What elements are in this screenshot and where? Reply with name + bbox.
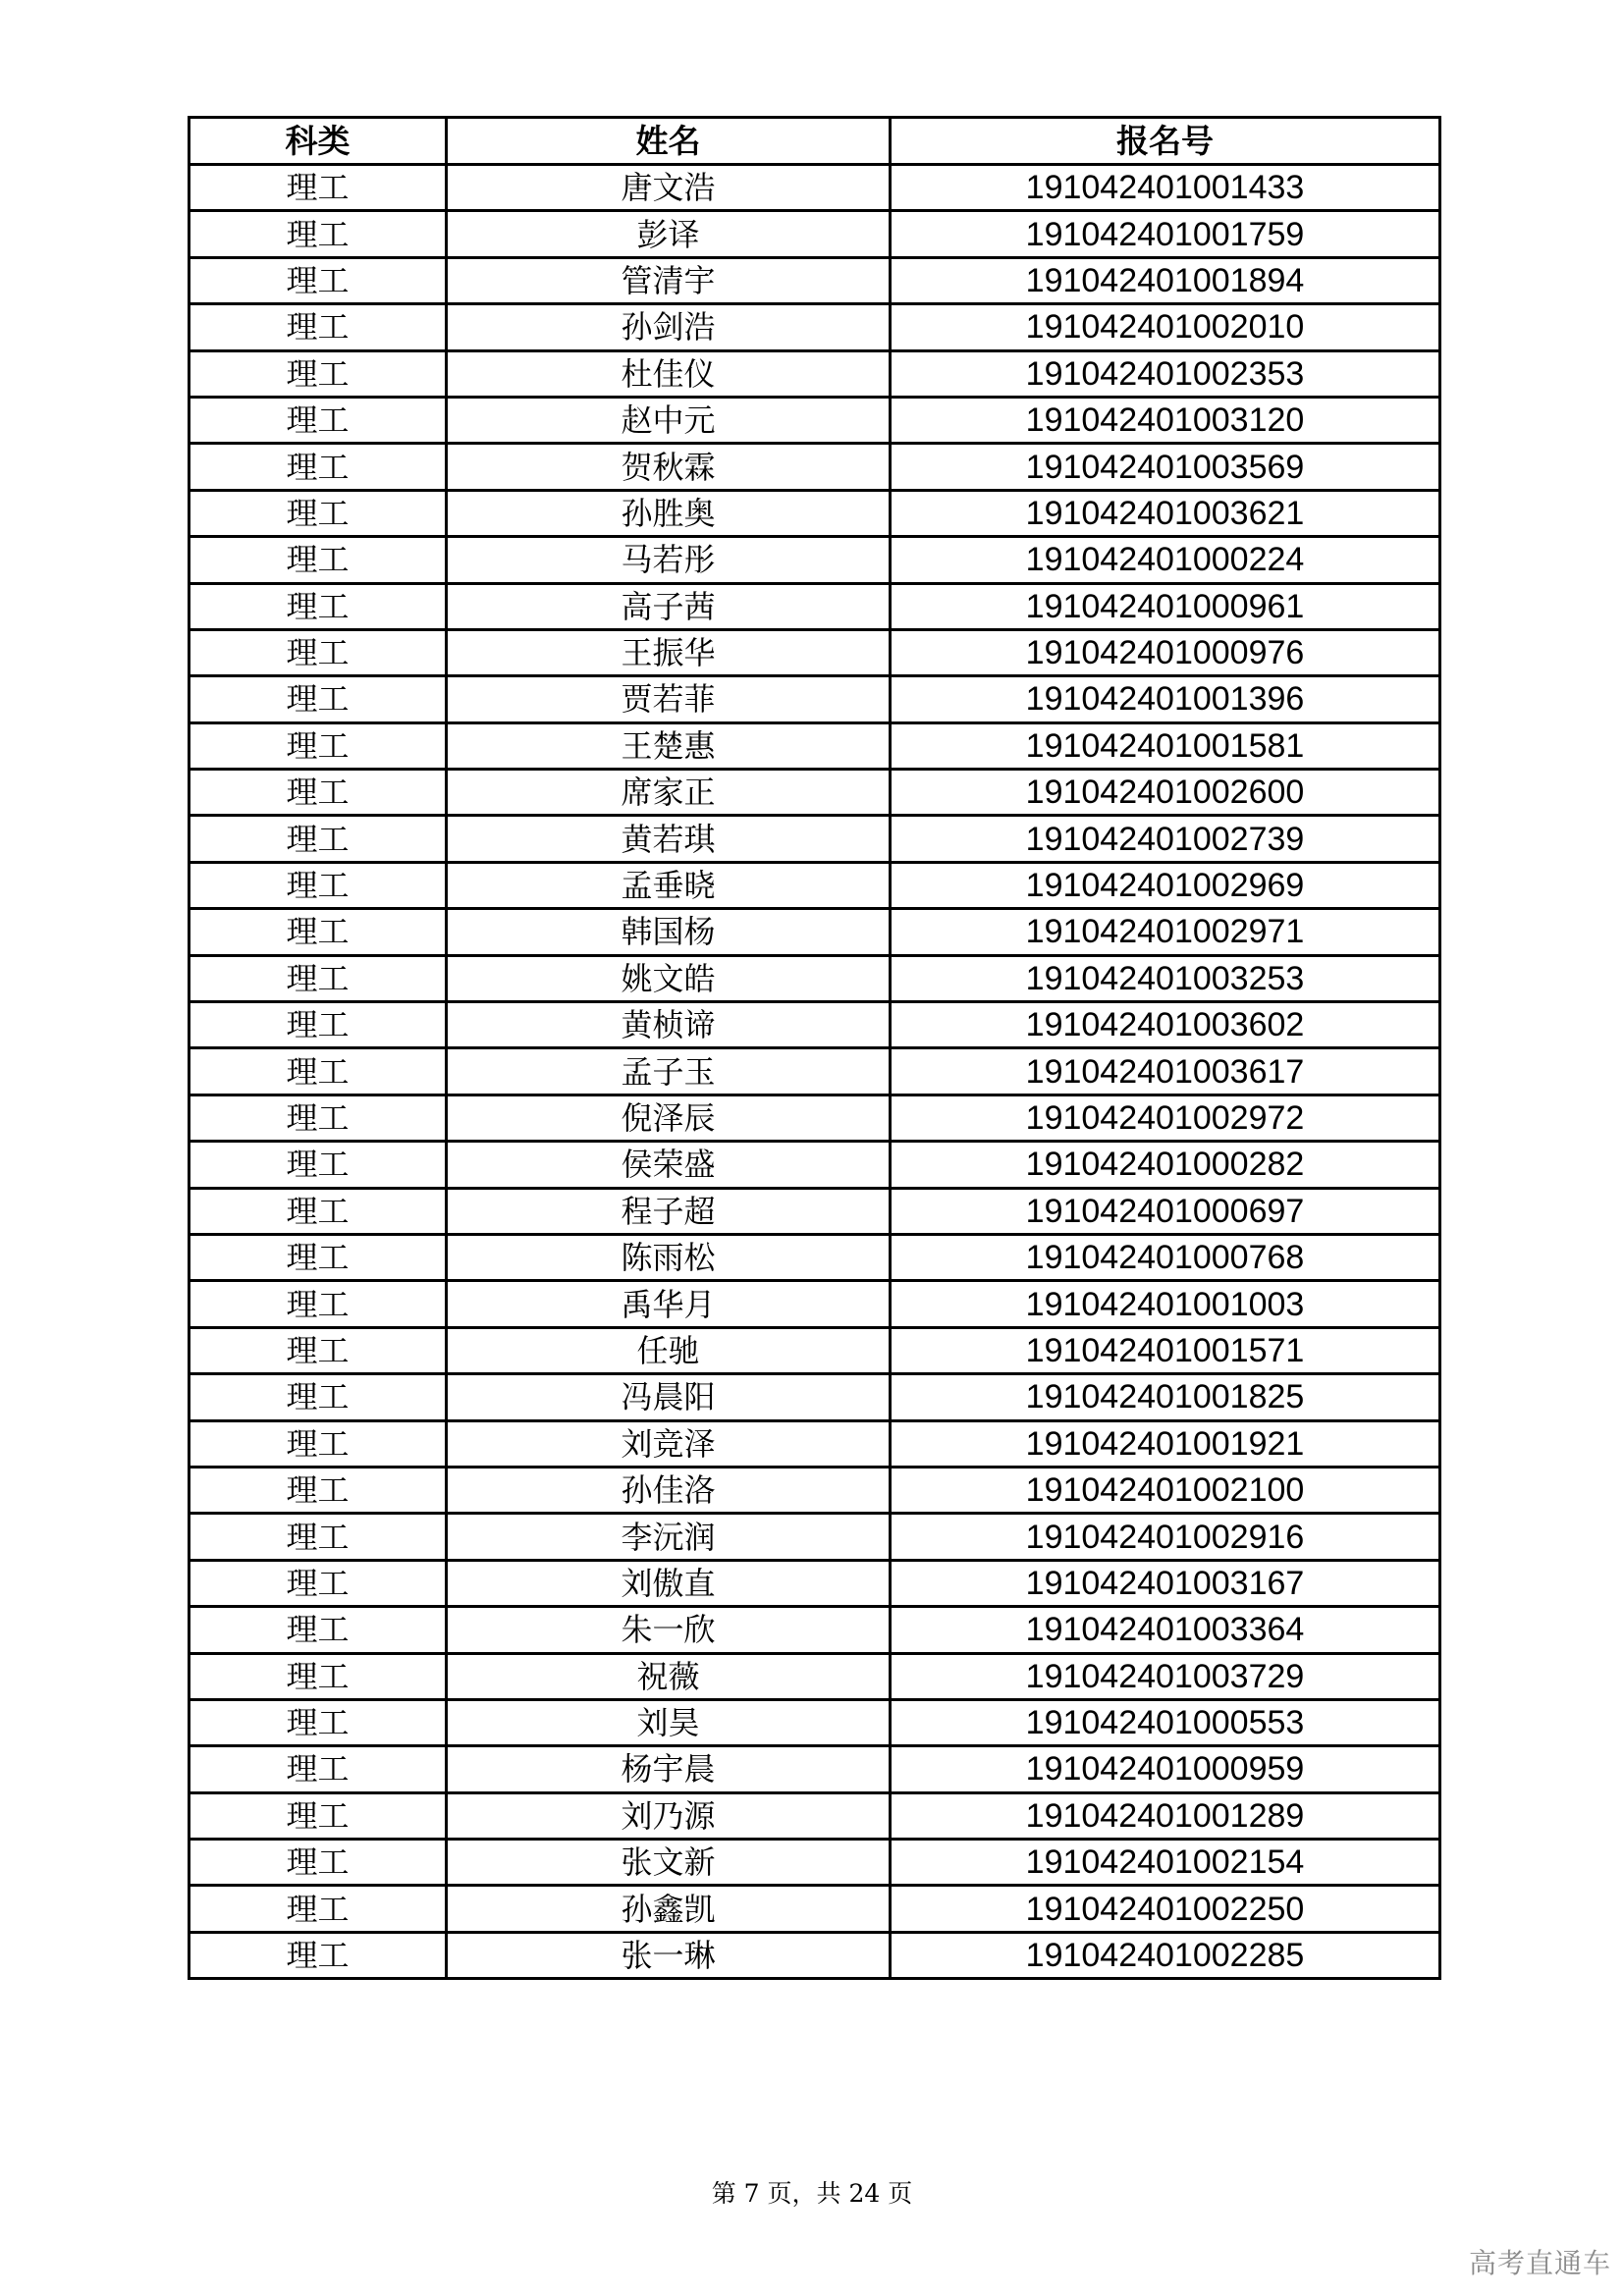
table-row — [189, 583, 1440, 629]
table-row — [189, 1281, 1440, 1327]
table-row — [189, 1095, 1440, 1141]
cell-category: 理工 — [189, 1560, 447, 1606]
cell-reg-no: 191042401001289 — [891, 1792, 1440, 1839]
cell-category: 理工 — [189, 1374, 447, 1420]
cell-name: 禹华月 — [447, 1281, 891, 1327]
cell-reg-no: 191042401000282 — [891, 1142, 1440, 1188]
admission-list-table — [188, 116, 1441, 1980]
table-row — [189, 1607, 1440, 1653]
cell-reg-no: 191042401003253 — [891, 955, 1440, 1001]
table-row — [189, 1048, 1440, 1095]
table-row — [189, 304, 1440, 350]
cell-reg-no: 191042401001894 — [891, 257, 1440, 303]
cell-name: 赵中元 — [447, 397, 891, 443]
cell-name: 刘傲直 — [447, 1560, 891, 1606]
cell-name: 刘乃源 — [447, 1792, 891, 1839]
cell-category: 理工 — [189, 211, 447, 257]
cell-reg-no: 191042401003617 — [891, 1048, 1440, 1095]
cell-category: 理工 — [189, 257, 447, 303]
cell-name: 孙胜奥 — [447, 490, 891, 536]
cell-category: 理工 — [189, 1048, 447, 1095]
cell-category: 理工 — [189, 770, 447, 816]
cell-reg-no: 191042401001571 — [891, 1327, 1440, 1373]
cell-reg-no: 191042401002972 — [891, 1095, 1440, 1141]
cell-category: 理工 — [189, 909, 447, 955]
table-row — [189, 1514, 1440, 1560]
cell-reg-no: 191042401000961 — [891, 583, 1440, 629]
cell-name: 贾若菲 — [447, 676, 891, 722]
cell-reg-no: 191042401000976 — [891, 629, 1440, 675]
cell-category: 理工 — [189, 537, 447, 583]
cell-name: 杜佳仪 — [447, 350, 891, 397]
cell-name: 孟子玉 — [447, 1048, 891, 1095]
cell-category: 理工 — [189, 1932, 447, 1978]
table-row — [189, 1932, 1440, 1978]
cell-reg-no: 191042401003120 — [891, 397, 1440, 443]
cell-reg-no: 191042401002971 — [891, 909, 1440, 955]
cell-reg-no: 191042401000224 — [891, 537, 1440, 583]
cell-category: 理工 — [189, 583, 447, 629]
table-row — [189, 257, 1440, 303]
cell-category: 理工 — [189, 629, 447, 675]
cell-category: 理工 — [189, 1281, 447, 1327]
table-row — [189, 397, 1440, 443]
cell-reg-no: 191042401003167 — [891, 1560, 1440, 1606]
table-row — [189, 350, 1440, 397]
cell-reg-no: 191042401002285 — [891, 1932, 1440, 1978]
cell-reg-no: 191042401002916 — [891, 1514, 1440, 1560]
cell-category: 理工 — [189, 1886, 447, 1932]
cell-reg-no: 191042401002600 — [891, 770, 1440, 816]
cell-reg-no: 191042401002739 — [891, 816, 1440, 862]
cell-category: 理工 — [189, 676, 447, 722]
cell-category: 理工 — [189, 165, 447, 211]
table-row — [189, 1560, 1440, 1606]
cell-category: 理工 — [189, 1420, 447, 1467]
table-row — [189, 1467, 1440, 1513]
cell-name: 贺秋霖 — [447, 444, 891, 490]
cell-reg-no: 191042401001921 — [891, 1420, 1440, 1467]
cell-name: 韩国杨 — [447, 909, 891, 955]
table-row — [189, 1142, 1440, 1188]
cell-name: 马若彤 — [447, 537, 891, 583]
cell-reg-no: 191042401002010 — [891, 304, 1440, 350]
cell-category: 理工 — [189, 444, 447, 490]
table-row — [189, 1886, 1440, 1932]
cell-name: 倪泽辰 — [447, 1095, 891, 1141]
cell-reg-no: 191042401003364 — [891, 1607, 1440, 1653]
cell-category: 理工 — [189, 1746, 447, 1792]
table-row — [189, 165, 1440, 211]
cell-name: 刘竞泽 — [447, 1420, 891, 1467]
cell-name: 侯荣盛 — [447, 1142, 891, 1188]
cell-reg-no: 191042401000697 — [891, 1188, 1440, 1234]
table-row — [189, 1002, 1440, 1048]
cell-reg-no: 191042401003729 — [891, 1653, 1440, 1699]
cell-reg-no: 191042401002353 — [891, 350, 1440, 397]
cell-reg-no: 191042401001759 — [891, 211, 1440, 257]
table-row — [189, 722, 1440, 769]
cell-name: 高子茜 — [447, 583, 891, 629]
cell-name: 孟垂晓 — [447, 862, 891, 908]
cell-name: 姚文皓 — [447, 955, 891, 1001]
cell-reg-no: 191042401003621 — [891, 490, 1440, 536]
cell-category: 理工 — [189, 304, 447, 350]
cell-name: 朱一欣 — [447, 1607, 891, 1653]
cell-reg-no: 191042401000553 — [891, 1699, 1440, 1745]
cell-name: 任驰 — [447, 1327, 891, 1373]
cell-name: 张一琳 — [447, 1932, 891, 1978]
cell-reg-no: 191042401002969 — [891, 862, 1440, 908]
cell-name: 孙佳洛 — [447, 1467, 891, 1513]
cell-category: 理工 — [189, 1188, 447, 1234]
table-row — [189, 1746, 1440, 1792]
cell-category: 理工 — [189, 955, 447, 1001]
cell-name: 陈雨松 — [447, 1234, 891, 1280]
table-row — [189, 1188, 1440, 1234]
cell-category: 理工 — [189, 1653, 447, 1699]
cell-category: 理工 — [189, 1699, 447, 1745]
cell-name: 黄若琪 — [447, 816, 891, 862]
cell-reg-no: 191042401003602 — [891, 1002, 1440, 1048]
cell-category: 理工 — [189, 1327, 447, 1373]
cell-name: 刘昊 — [447, 1699, 891, 1745]
cell-name: 唐文浩 — [447, 165, 891, 211]
cell-category: 理工 — [189, 722, 447, 769]
cell-reg-no: 191042401000768 — [891, 1234, 1440, 1280]
table-row — [189, 862, 1440, 908]
cell-reg-no: 191042401002100 — [891, 1467, 1440, 1513]
header-reg-no: 报名号 — [891, 118, 1440, 165]
cell-category: 理工 — [189, 1607, 447, 1653]
cell-name: 孙剑浩 — [447, 304, 891, 350]
header-name: 姓名 — [447, 118, 891, 165]
table-row — [189, 537, 1440, 583]
table-row — [189, 1653, 1440, 1699]
cell-name: 祝薇 — [447, 1653, 891, 1699]
cell-reg-no: 191042401001433 — [891, 165, 1440, 211]
cell-category: 理工 — [189, 1792, 447, 1839]
table-row — [189, 211, 1440, 257]
cell-name: 孙鑫凯 — [447, 1886, 891, 1932]
cell-category: 理工 — [189, 1142, 447, 1188]
cell-category: 理工 — [189, 1467, 447, 1513]
cell-name: 冯晨阳 — [447, 1374, 891, 1420]
header-category: 科类 — [189, 118, 447, 165]
cell-category: 理工 — [189, 350, 447, 397]
table-row — [189, 1374, 1440, 1420]
cell-category: 理工 — [189, 862, 447, 908]
cell-reg-no: 191042401003569 — [891, 444, 1440, 490]
table-row — [189, 909, 1440, 955]
table-row — [189, 629, 1440, 675]
table-row — [189, 1840, 1440, 1886]
table-row — [189, 444, 1440, 490]
table-row — [189, 1234, 1440, 1280]
cell-category: 理工 — [189, 1234, 447, 1280]
page-number: 第 7 页，共 24 页 — [711, 2179, 913, 2208]
cell-category: 理工 — [189, 1840, 447, 1886]
table-body — [189, 165, 1440, 1979]
cell-name: 王振华 — [447, 629, 891, 675]
cell-reg-no: 191042401002250 — [891, 1886, 1440, 1932]
cell-name: 李沅润 — [447, 1514, 891, 1560]
table-row — [189, 490, 1440, 536]
cell-category: 理工 — [189, 1514, 447, 1560]
cell-reg-no: 191042401001581 — [891, 722, 1440, 769]
cell-category: 理工 — [189, 490, 447, 536]
cell-reg-no: 191042401001825 — [891, 1374, 1440, 1420]
table-row — [189, 955, 1440, 1001]
cell-reg-no: 191042401001003 — [891, 1281, 1440, 1327]
watermark-logo: 高考直通车 — [1469, 2247, 1612, 2279]
cell-category: 理工 — [189, 397, 447, 443]
cell-name: 管清宇 — [447, 257, 891, 303]
table-row — [189, 676, 1440, 722]
cell-name: 黄桢谛 — [447, 1002, 891, 1048]
cell-category: 理工 — [189, 816, 447, 862]
cell-category: 理工 — [189, 1002, 447, 1048]
cell-reg-no: 191042401000959 — [891, 1746, 1440, 1792]
table-row — [189, 1699, 1440, 1745]
cell-name: 彭译 — [447, 211, 891, 257]
cell-category: 理工 — [189, 1095, 447, 1141]
cell-name: 程子超 — [447, 1188, 891, 1234]
cell-name: 张文新 — [447, 1840, 891, 1886]
table-row — [189, 770, 1440, 816]
table-row — [189, 1327, 1440, 1373]
table-header-row — [189, 118, 1440, 165]
cell-reg-no: 191042401001396 — [891, 676, 1440, 722]
table-row — [189, 1420, 1440, 1467]
cell-name: 席家正 — [447, 770, 891, 816]
table-row — [189, 816, 1440, 862]
cell-reg-no: 191042401002154 — [891, 1840, 1440, 1886]
cell-name: 杨宇晨 — [447, 1746, 891, 1792]
cell-name: 王楚惠 — [447, 722, 891, 769]
table-row — [189, 1792, 1440, 1839]
